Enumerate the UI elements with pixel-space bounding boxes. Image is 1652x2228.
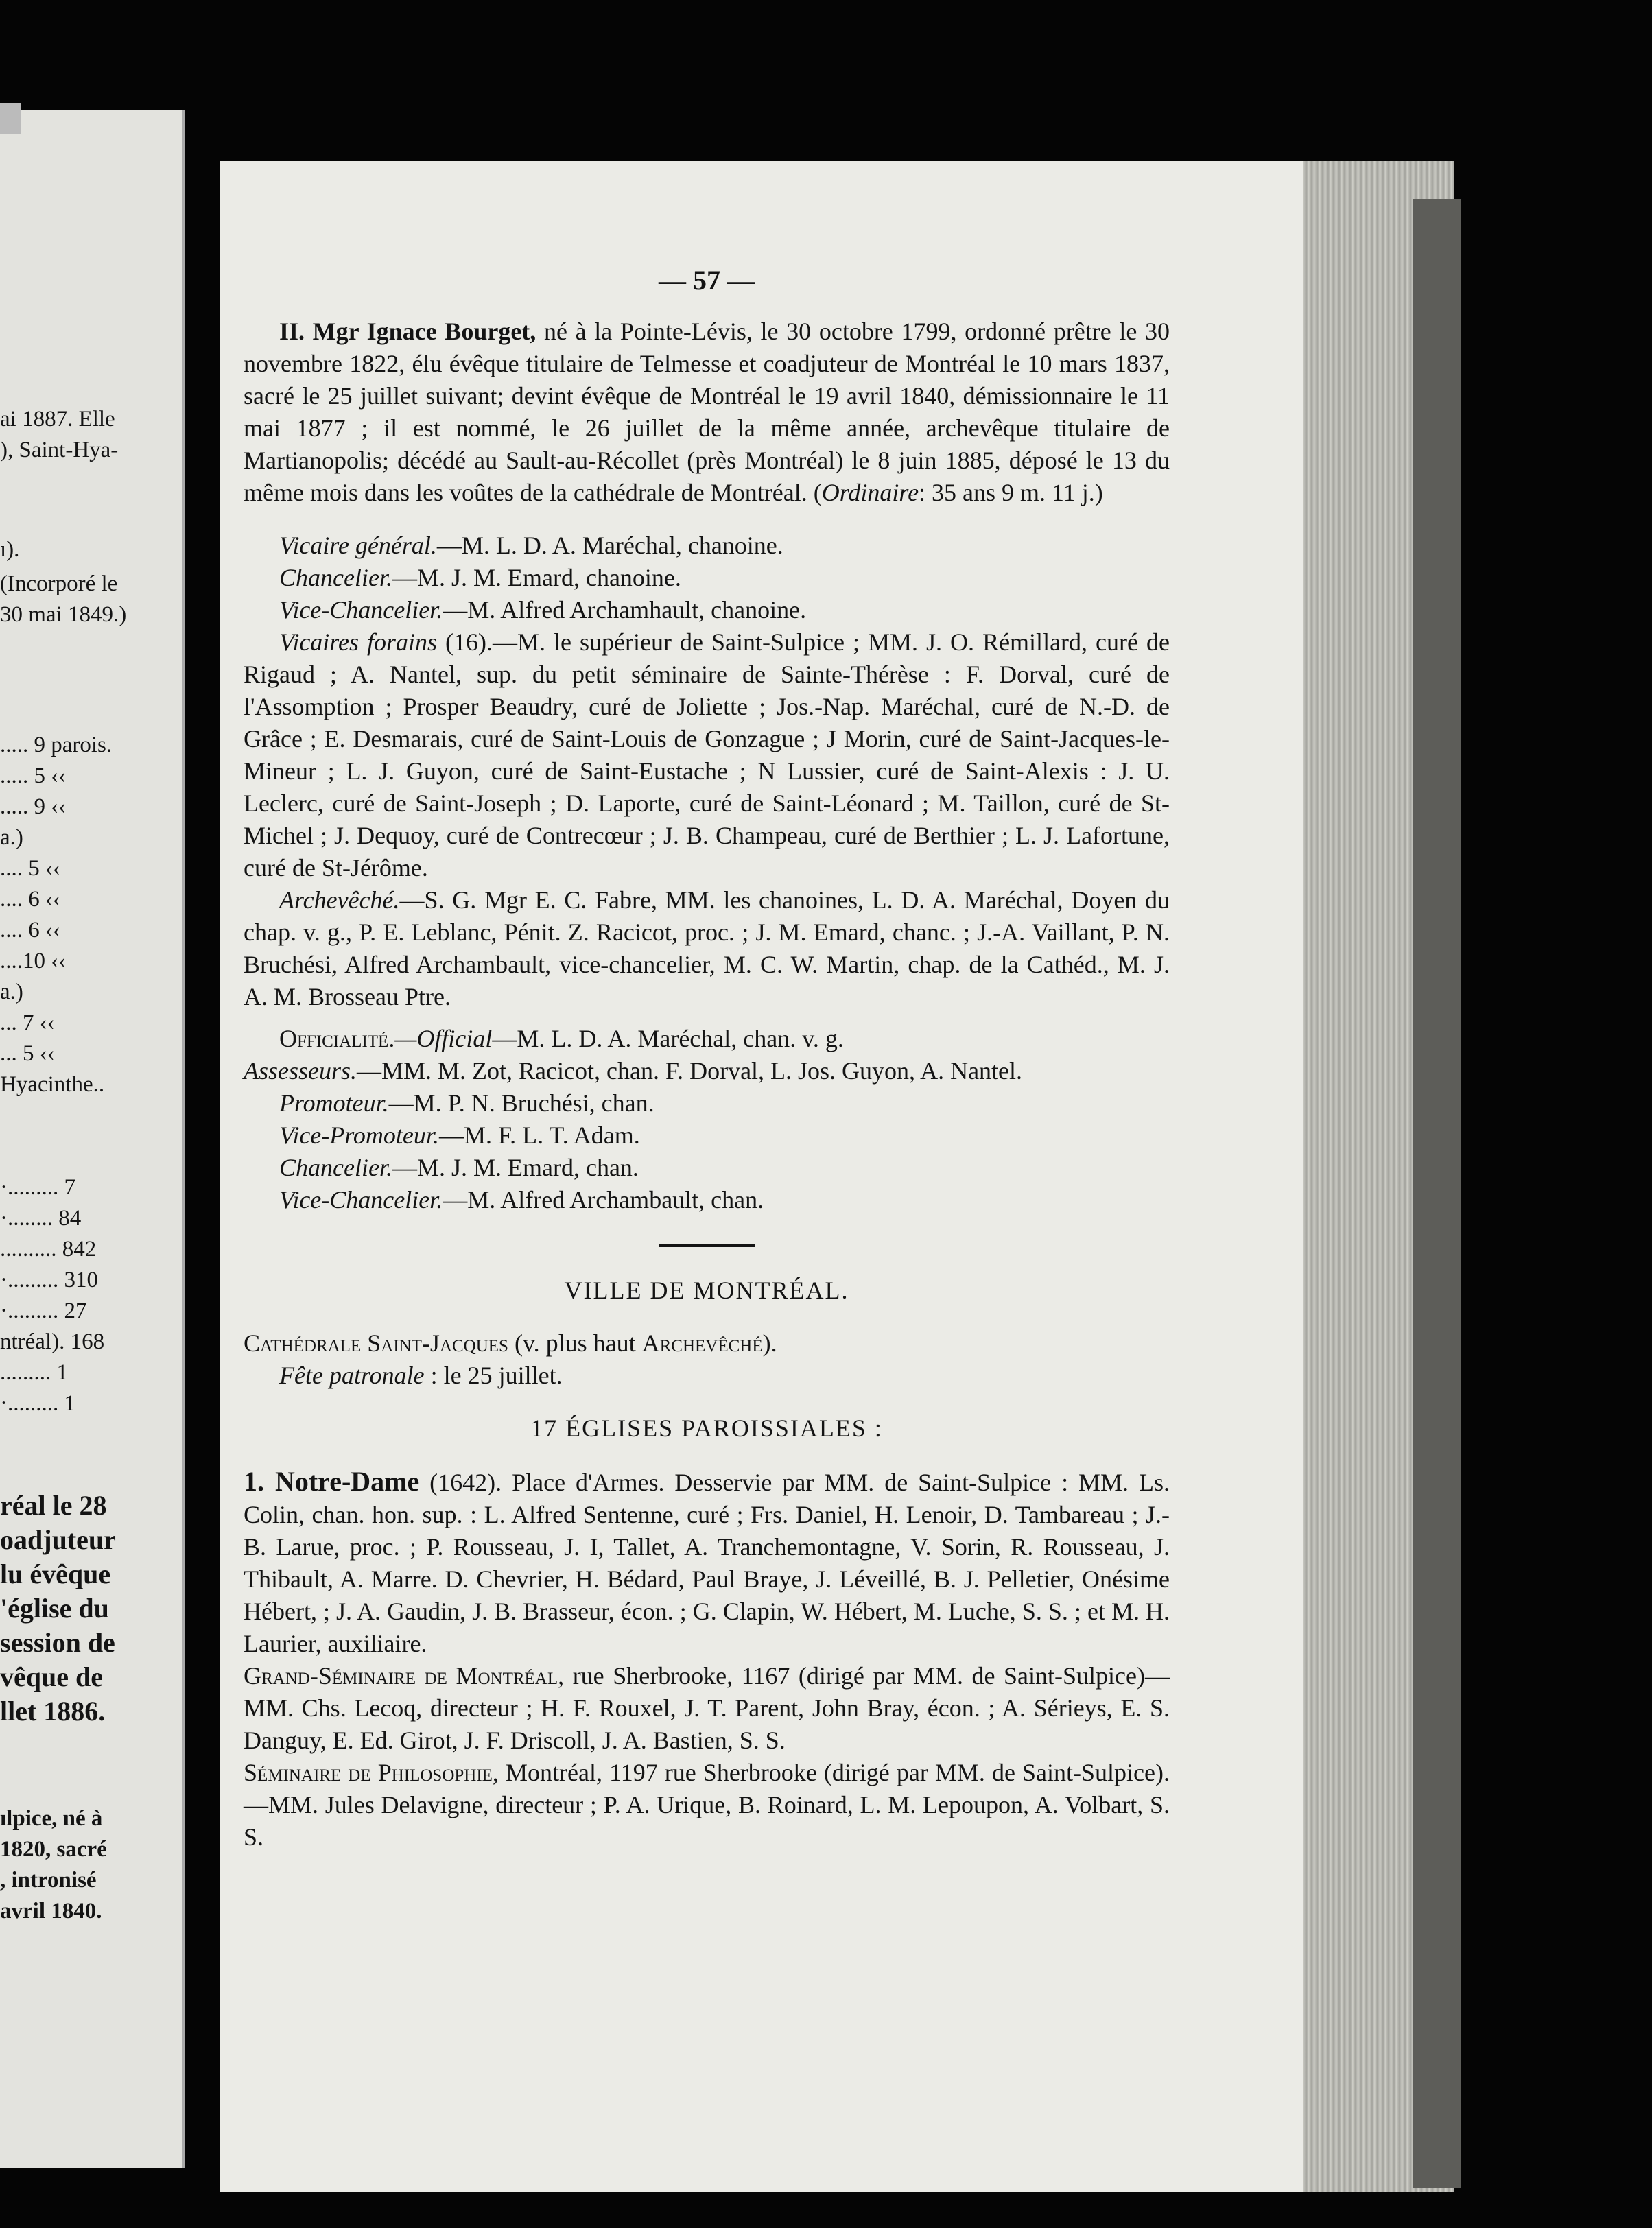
left-page-bold-line: session de [0, 1627, 115, 1658]
left-page-line: ·......... 7 [0, 1175, 75, 1200]
left-page-bottom-line: 1820, sacré [0, 1837, 107, 1862]
left-page-line: .... 6 ‹‹ [0, 918, 60, 943]
promoteur: Promoteur.—M. P. N. Bruchési, chan. [279, 1089, 654, 1117]
left-page-line: ·......... 1 [0, 1391, 75, 1416]
left-page-line: ai 1887. Elle [0, 407, 115, 431]
chancelier-officialite: Chancelier.—M. J. M. Emard, chan. [279, 1154, 639, 1181]
book-spine-shadow [1413, 199, 1461, 2188]
left-page-line: ... 5 ‹‹ [0, 1041, 55, 1066]
left-page-bold-line: réal le 28 [0, 1490, 107, 1521]
eglises-heading: 17 ÉGLISES PAROISSIALES : [530, 1414, 883, 1442]
vicaire-general: Vicaire général.—M. L. D. A. Maréchal, chanoine. [279, 532, 783, 559]
officialite: Officialité.—Official—M. L. D. A. Maréchal, chan. v. g. [279, 1025, 844, 1052]
left-page-line: a.) [0, 980, 23, 1004]
left-page-line: a.) [0, 825, 23, 850]
left-page-line: (Incorporé le [0, 571, 118, 596]
left-page-bold-line: lu évêque [0, 1559, 111, 1589]
left-page-line: .... 5 ‹‹ [0, 856, 60, 881]
left-page-line: ......... 1 [0, 1360, 68, 1385]
page-number: — 57 — [659, 265, 755, 296]
left-page-bold-line: oadjuteur [0, 1524, 116, 1555]
vice-chancelier: Vice-Chancelier.—M. Alfred Archamhault, chanoine. [279, 596, 807, 624]
notre-dame-entry: 1. Notre-Dame (1642). Place d'Armes. Desservie par MM. de Saint-Sulpice : MM. Ls. Colin, chan. hon. sup. : L. Alfred Sentenne, curé ; Frs. Daniel, H. Lenoir, D. Tambareau ; J.-B. Larue, proc. ; P. Rousseau, J. I, Tallet, A. Tranchemontagne, V. Sorin, R. Rousseau, J. Thibault, A. Marre. D. Chevrier, H. Bédard, Paul Braye, J. Léveillé, B. J. Pelletier, Onésime Hébert, ; J. A. Gaudin, J. B. Brasseur, écon. ; G. Clapin, W. Hébert, M. Luche, S. S. ; et M. H. Laurier, auxiliaire. [244, 1466, 1170, 1657]
vicaires-forains: Vicaires forains (16).—M. le supérieur de Saint-Sulpice ; MM. J. O. Rémillard, curé de Rigaud ; A. Nantel, sup. du petit séminaire de Sainte-Thérèse : F. Dorval, curé de l'Assomption ; Prosper Beaudry, curé de Joliette ; Jos.-Nap. Maréchal, curé de N.-D. de Grâce ; E. Desmarais, curé de Saint-Louis de Gonzague ; J Morin, curé de Saint-Jacques-le-Mineur ; L. J. Guyon, curé de Saint-Eustache ; N Lussier, curé de Saint-Alexis : J. U. Leclerc, curé de Saint-Joseph ; D. Laporte, curé de Saint-Léonard ; M. Taillon, curé de St-Michel ; J. Dequoy, curé de Contrecœur ; J. B. Champeau, curé de Berthier ; L. J. Lafortune, curé de St-Jérôme. [244, 628, 1170, 881]
left-page-line: ), Saint-Hya- [0, 438, 119, 462]
left-page-line: ..... 9 ‹‹ [0, 794, 67, 819]
left-page-bottom-line: ılpice, né à [0, 1806, 103, 1831]
fete-patronale: Fête patronale : le 25 juillet. [279, 1362, 563, 1389]
left-page-line: ..... 5 ‹‹ [0, 763, 67, 788]
cathedrale-entry: Cathédrale Saint-Jacques (v. plus haut Archevêché). [244, 1329, 777, 1357]
left-page-line: ... 7 ‹‹ [0, 1010, 55, 1035]
section-divider [659, 1244, 755, 1247]
left-page-line: ntréal). 168 [0, 1329, 105, 1354]
left-page-line: ı). [0, 537, 20, 562]
vice-chancelier-officialite: Vice-Chancelier.—M. Alfred Archambault, chan. [279, 1186, 764, 1213]
page-corner [0, 103, 21, 134]
grand-seminaire-entry: Grand-Séminaire de Montréal, rue Sherbrooke, 1167 (dirigé par MM. de Saint-Sulpice)—MM. Chs. Lecoq, directeur ; H. F. Rouxel, J. T. Parent, John Bray, écon. ; A. Sérieys, E. S. Danguy, E. Ed. Girot, J. F. Driscoll, J. A. Bastien, S. S. [244, 1662, 1170, 1754]
left-page-bottom-line: , intronisé [0, 1868, 97, 1893]
seminaire-philosophie-entry: Séminaire de Philosophie, Montréal, 1197 rue Sherbrooke (dirigé par MM. de Saint-Sulpice).—MM. Jules Delavigne, directeur ; P. A. Urique, B. Roinard, L. M. Lepoupon, A. Volbart, S. S. [244, 1759, 1170, 1851]
left-page-line: ·......... 27 [0, 1299, 87, 1323]
left-page-bottom-line: avril 1840. [0, 1899, 102, 1923]
left-page-bold-line: vêque de [0, 1661, 103, 1692]
chancelier: Chancelier.—M. J. M. Emard, chanoine. [279, 564, 681, 591]
bourget-lead: II. Mgr Ignace Bourget, [279, 318, 536, 345]
left-page-line: ..... 9 parois. [0, 733, 113, 757]
left-page-line: Hyacinthe.. [0, 1072, 105, 1097]
left-page-line: .......... 842 [0, 1237, 97, 1261]
left-page-line: ·........ 84 [0, 1206, 82, 1231]
left-page-bold-line: llet 1886. [0, 1696, 106, 1727]
left-page-line: ....10 ‹‹ [0, 949, 67, 973]
ville-heading: VILLE DE MONTRÉAL. [564, 1277, 849, 1304]
page-content [244, 264, 1170, 1853]
bourget-paragraph: II. Mgr Ignace Bourget, né à la Pointe-Lévis, le 30 octobre 1799, ordonné prêtre le 30 novembre 1822, élu évêque titulaire de Telmesse et coadjuteur de Montréal le 10 mars 1837, sacré le 25 juillet suivant; devint évêque de Montréal le 19 avril 1840, démissionnaire le 11 mai 1877 ; il est nommé, le 26 juillet de la même année, archevêque titulaire de Martianopolis; décédé au Sault-au-Récollet (près Montréal) le 8 juin 1885, déposé le 13 du même mois dans les voûtes de la cathédrale de Montréal. (Ordinaire: 35 ans 9 m. 11 j.) [244, 318, 1170, 506]
left-page-line: 30 mai 1849.) [0, 602, 127, 627]
assesseurs: Assesseurs.—MM. M. Zot, Racicot, chan. F. Dorval, L. Jos. Guyon, A. Nantel. [244, 1057, 1023, 1085]
left-page-line: ·......... 310 [0, 1268, 98, 1292]
left-page-line: .... 6 ‹‹ [0, 887, 60, 912]
left-page-bold-line: 'église du [0, 1593, 109, 1624]
vice-promoteur: Vice-Promoteur.—M. F. L. T. Adam. [279, 1122, 640, 1149]
archeveche: Archevêché.—S. G. Mgr E. C. Fabre, MM. les chanoines, L. D. A. Maréchal, Doyen du chap. v. g., P. E. Leblanc, Pénit. Z. Racicot, proc. ; J. M. Emard, chanc. ; J.-A. Vaillant, P. N. Bruchési, Alfred Archambault, vice-chancelier, M. C. W. Martin, chap. de la Cathéd., M. J. A. M. Brosseau Ptre. [244, 886, 1170, 1010]
